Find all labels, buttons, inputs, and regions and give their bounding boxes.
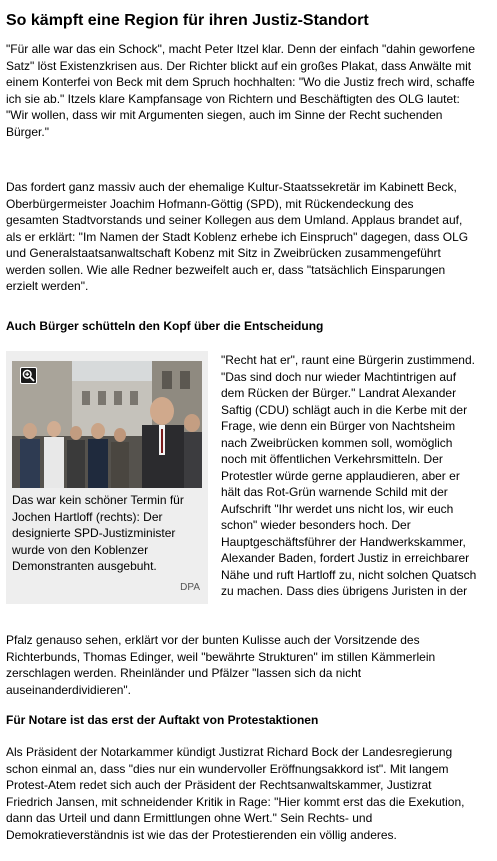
article-headline: So kämpft eine Region für ihren Justiz-Standort [6,12,369,29]
text-line: auseinanderdividieren". [6,682,132,697]
text-line: Das fordert ganz massiv auch der ehemalige Kultur-Staatssekretär im Kabinett Beck, [6,180,457,194]
text-line: Satz" löst Existenzkrisen aus. Der Richter blickt auf ein großes Plakat, dass Anwälte mit [6,58,472,73]
text-line: "Recht hat er", raunt eine Bürgerin zustimmend. [221,353,475,367]
text-line: Protest-Atem redet sich auch der Präsident der Rechtsanwaltskammer, Justizrat [6,778,432,792]
text-line: zerschlagen werden. Rheinländer und Pfälzer "lassen sich da nicht [6,666,362,680]
text-line: "Für alle war das ein Schock", macht Peter Itzel klar. Denn der einfach "dahin geworfene [6,42,476,56]
magnifier-plus-icon [22,369,35,382]
photo-credit: DPA [180,582,200,593]
text-line: Friedrich Jansen, mit schneidender Kritik in Rage: "Hier kommt erst das die Exekution, [6,794,465,809]
subheading-1: Auch Bürger schütteln den Kopf über die Entscheidung [6,319,324,333]
text-line: Als Präsident der Notarkammer kündigt Justizrat Richard Bock der Landesregierung [6,745,453,759]
text-line: Saftig (CDU) schlägt auch in die Kerbe mit der [221,402,468,417]
text-line: werden sollen. Wie alle Redner bezweifelt auch er, dass "tatsächlich Einsparungen [6,262,446,277]
paragraph-2 [6,179,492,295]
text-line: Pfalz genauso sehen, erklärt vor der bunten Kulisse auch der Vorsitzende des [6,633,420,647]
text-line: Nähe und ruft Hartloff zu, nicht solchen Quatsch [221,567,477,582]
text-line: "Wir wollen, dass wir mit Argumenten siegen, auch im Sinne der Recht suchenden [6,108,443,122]
photo-caption [12,492,204,575]
caption-line: designierte SPD-Justizminister [12,526,176,540]
caption-line: wurde von den Koblenzer [12,542,149,557]
text-line: nach Zweibrücken kommen soll, womöglich [221,435,453,450]
text-line: gesamten Stadtvorstands und seiner Kollegen aus dem Umland. Applaus brandet auf, [6,213,463,227]
text-line: Alexander Baden, fordert Justiz in erreichbarer [221,551,470,565]
text-line: ich sie ab." Itzels klare Kampfansage von Richtern und Beschäftigten des OLG lautet: [6,91,460,106]
subheading-2: Für Notare ist das erst der Auftakt von Protestaktionen [6,713,319,727]
text-line: hält das Rot-Grün warnende Schild mit der [221,485,448,499]
text-line: noch mit öffentlichen Verkehrsmitteln. Der [221,452,443,466]
text-line: einem Konterfei von Beck mit dem Spruch hochhalten: "Wo die Justiz frech wird, schaffe [6,75,475,89]
text-line: dann das Urteil und dann Ermittlungen ohne Wert." Sein Rechts- und [6,811,373,825]
text-line: Hauptgeschäftsführer der Handwerkskammer, [221,534,466,549]
paragraph-3-continued [6,632,492,698]
paragraph-3-side [221,352,492,600]
text-line: schon einmal an, dass "dies nur ein wundervoller Eröffnungsakkord ist". Mit langem [6,761,449,776]
text-line: Bürger." [6,124,49,139]
zoom-button[interactable] [20,367,37,384]
caption-line: Demonstranten ausgebuht. [12,559,157,573]
text-line: Frage, wie denn ein Bürger von Nachtsheim [221,419,456,433]
text-line: Richterbunds, Thomas Edinger, weil "bewährte Strukturen" im stillen Kämmerlein [6,649,436,664]
photo-illustration [12,361,202,488]
text-line: Aufschrift "Ihr werdet uns nicht los, wir euch [221,501,454,516]
text-line: Oberbürgermeister Joachim Hofmann-Göttig (SPD), mit Rückendeckung des [6,196,414,211]
text-line: als er erklärt: "Im Namen der Stadt Koblenz erhebe ich Einspruch" dagegen, dass OLG [6,229,469,244]
paragraph-4 [6,744,492,843]
caption-line: Das war kein schöner Termin für [12,493,184,507]
article-figure [6,351,208,604]
text-line: schon" wieder besonders hoch. Der [221,518,411,532]
text-line: "Das sind doch nur wieder Machtintrigen auf [221,369,457,384]
text-line: dem Rücken der Bürger." Landrat Alexander [221,386,457,400]
text-line: erzielt werden". [6,279,89,293]
text-line: und Generalstaatsanwaltschaft Kobenz mit Sitz in Zweibrücken zusammengeführt [6,246,441,260]
text-line: zu machen. Dass dies übrigens Juristen in der [221,584,468,598]
article-photo[interactable] [12,361,202,488]
paragraph-1 [6,41,492,140]
text-line: Demokratieverständnis ist wie das der Protestierenden ein völlig anderes. [6,827,397,842]
text-line: Protestler würde gerne applaudieren, aber er [221,468,460,483]
caption-line: Jochen Hartloff (rechts): Der [12,509,163,524]
